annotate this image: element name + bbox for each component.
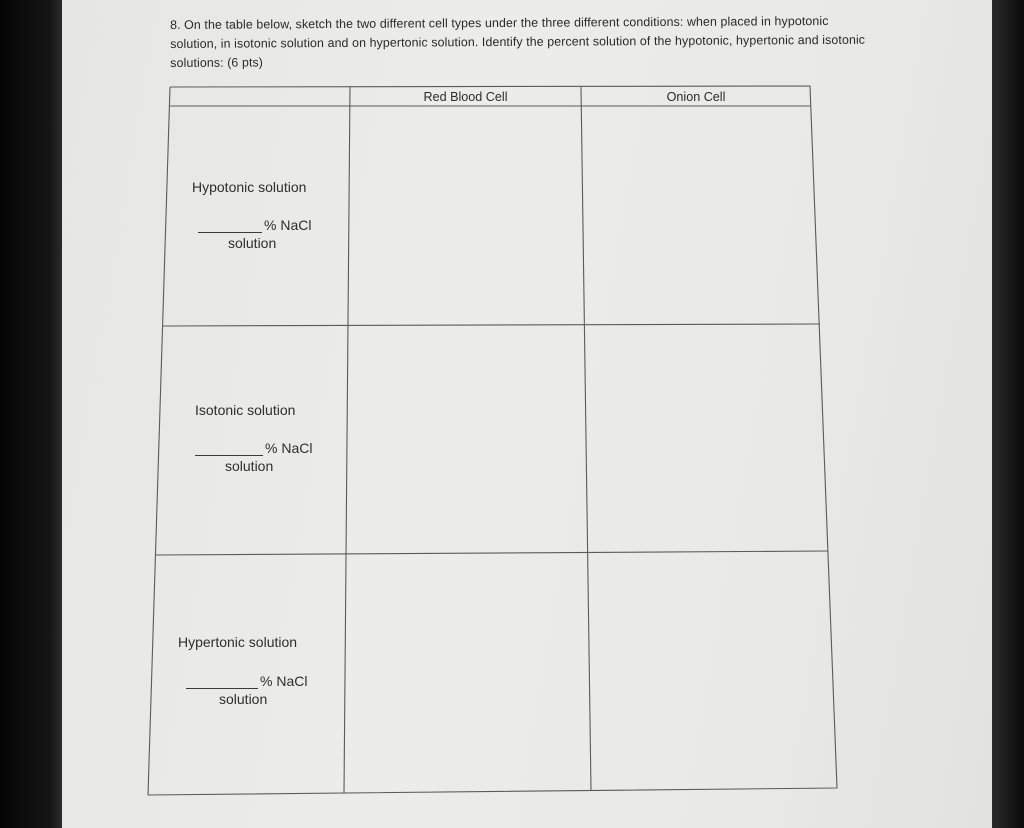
cell-hypotonic-red-blood-cell[interactable] <box>352 108 580 324</box>
hypertonic-percent-blank[interactable] <box>186 674 258 689</box>
cell-hypotonic-onion-cell[interactable] <box>584 108 816 323</box>
row-label-isotonic <box>195 402 312 474</box>
hypotonic-percent-blank[interactable] <box>198 218 262 233</box>
hypotonic-unit: % NaCl <box>264 217 312 233</box>
hypertonic-title: Hypertonic solution <box>178 634 298 650</box>
header-onion-cell: Onion Cell <box>666 90 726 104</box>
row-label-hypertonic <box>178 634 307 707</box>
header-red-blood-cell: Red Blood Cell <box>423 90 508 104</box>
hypertonic-solution-word: solution <box>219 691 268 707</box>
cell-hypertonic-red-blood-cell[interactable] <box>346 557 588 790</box>
isotonic-percent-blank[interactable] <box>195 441 263 456</box>
table-row-divider-1 <box>163 324 820 326</box>
row-label-hypotonic <box>192 179 311 251</box>
cell-isotonic-red-blood-cell[interactable] <box>349 328 583 553</box>
cell-hypertonic-onion-cell[interactable] <box>592 554 832 786</box>
isotonic-solution-word: solution <box>225 458 274 474</box>
question-text: 8. On the table below, sketch the two different cell types under the three different conditions: when placed in hypotonic solution, in isotonic solution and on hypertonic solution. Identify the percent solution of the hypotonic, hypertonic and isotonic solutions: (6 pts) <box>170 13 866 70</box>
hypertonic-unit: % NaCl <box>260 673 308 689</box>
isotonic-unit: % NaCl <box>265 440 313 456</box>
cell-isotonic-onion-cell[interactable] <box>588 327 824 551</box>
hypotonic-title: Hypotonic solution <box>192 179 307 195</box>
hypotonic-solution-word: solution <box>228 235 277 251</box>
isotonic-title: Isotonic solution <box>195 402 296 418</box>
